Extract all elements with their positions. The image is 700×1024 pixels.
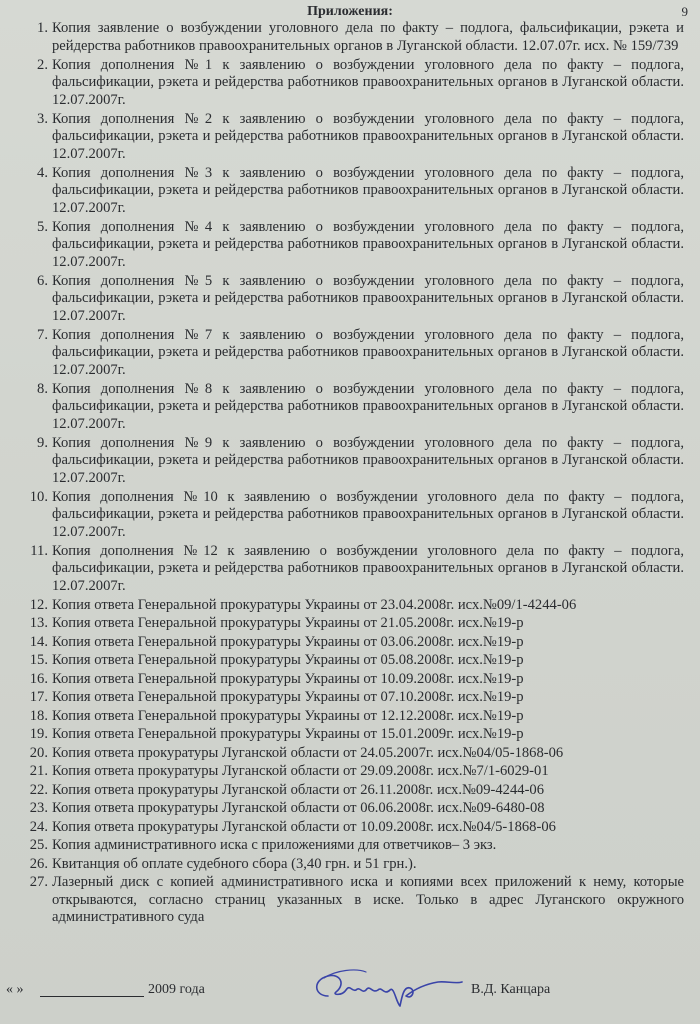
attachment-item <box>24 615 684 633</box>
attachment-item <box>24 489 684 542</box>
attachment-text: Лазерный диск с копией административного иска и копиями всех приложений к нему, которые открываются, согласно страниц указанных в иске. Только в адрес Луганского окружного административного суда <box>52 874 684 925</box>
attachment-number: 16. <box>29 670 48 687</box>
attachment-text: Копия ответа прокуратуры Луганской области от 26.11.2008г. исх.№09-4244-06 <box>52 781 545 798</box>
attachment-item <box>24 689 684 707</box>
attachment-text: Копия административного иска с приложениями для ответчиков– 3 экз. <box>52 837 497 853</box>
signature-block <box>6 978 686 1018</box>
signer-name: В.Д. Канцара <box>471 982 551 997</box>
attachment-text: Копия ответа Генеральной прокуратуры Украины от 07.10.2008г. исх.№19-р <box>52 689 524 705</box>
attachment-number: 1. <box>37 20 48 36</box>
attachment-item <box>24 837 684 855</box>
attachment-number: 11. <box>30 542 48 559</box>
attachment-item <box>24 856 684 874</box>
handwritten-signature <box>306 966 466 1014</box>
attachment-text: Копия ответа прокуратуры Луганской области от 29.09.2008г. исх.№7/1-6029-01 <box>52 763 549 779</box>
attachment-number: 19. <box>29 726 48 742</box>
attachment-item <box>24 634 684 652</box>
attachment-text: Копия дополнения №3 к заявлению о возбуждении уголовного дела по факту – подлога, фальсификации, рэкета и рейдерства работников правоохранительных органов в Луганской области. 12.07.2007г. <box>52 164 684 216</box>
attachments-list <box>24 20 684 928</box>
attachment-number: 7. <box>37 326 48 343</box>
document-title: Приложения: <box>307 4 393 19</box>
attachment-item <box>24 543 684 596</box>
attachment-item <box>24 57 684 110</box>
date-blank-line <box>40 996 144 997</box>
attachment-item <box>24 381 684 434</box>
attachment-item <box>24 745 684 763</box>
attachment-text: Квитанция об оплате судебного сбора (3,40 грн. и 51 грн.). <box>52 855 417 872</box>
attachment-number: 27. <box>29 874 48 890</box>
attachment-number: 6. <box>37 272 48 289</box>
attachment-text: Копия ответа Генеральной прокуратуры Украины от 21.05.2008г. исх.№19-р <box>52 615 524 631</box>
attachment-number: 5. <box>37 218 48 235</box>
attachment-item <box>24 20 684 55</box>
attachment-number: 10. <box>29 488 48 505</box>
attachment-text: Копия дополнения №10 к заявлению о возбуждении уголовного дела по факту – подлога, фальсификации, рэкета и рейдерства работников правоохранительных органов в Луганской области. 12.07.2007г. <box>52 488 684 540</box>
attachment-item <box>24 671 684 689</box>
attachment-item <box>24 708 684 726</box>
attachment-text: Копия дополнения №7 к заявлению о возбуждении уголовного дела по факту – подлога, фальсификации, рэкета и рейдерства работников правоохранительных органов в Луганской области. 12.07.2007г. <box>52 326 684 378</box>
attachment-text: Копия дополнения №2 к заявлению о возбуждении уголовного дела по факту – подлога, фальсификации, рэкета и рейдерства работников правоохранительных органов в Луганской области. 12.07.2007г. <box>52 110 684 162</box>
attachment-number: 12. <box>29 596 48 613</box>
attachment-text: Копия дополнения №4 к заявлению о возбуждении уголовного дела по факту – подлога, фальсификации, рэкета и рейдерства работников правоохранительных органов в Луганской области. 12.07.2007г. <box>52 218 684 270</box>
attachment-text: Копия ответа Генеральной прокуратуры Украины от 23.04.2008г. исх.№09/1-4244-06 <box>52 596 577 613</box>
attachment-item <box>24 763 684 781</box>
attachment-text: Копия дополнения №1 к заявлению о возбуждении уголовного дела по факту – подлога, фальсификации, рэкета и рейдерства работников правоохранительных органов в Луганской области. 12.07.2007г. <box>52 56 684 108</box>
attachment-text: Копия ответа Генеральной прокуратуры Украины от 05.08.2008г. исх.№19-р <box>52 652 524 668</box>
attachment-item <box>24 219 684 272</box>
attachment-item <box>24 819 684 837</box>
attachment-text: Копия заявление о возбуждении уголовного дела по факту – подлога, фальсификации, рэкета и рейдерства работников правоохранительных органов в Луганской области. 12.07.07г. исх. № 159/739 <box>52 20 684 54</box>
attachment-number: 25. <box>29 837 48 853</box>
page-number: 9 <box>681 4 688 19</box>
attachment-number: 24. <box>29 818 48 835</box>
attachment-item <box>24 111 684 164</box>
attachment-item <box>24 874 684 927</box>
date-year: 2009 года <box>148 982 205 997</box>
attachment-number: 8. <box>37 380 48 397</box>
attachment-item <box>24 165 684 218</box>
attachment-item <box>24 597 684 615</box>
attachment-number: 26. <box>29 855 48 872</box>
attachment-number: 3. <box>37 110 48 127</box>
attachment-number: 23. <box>29 800 48 816</box>
attachment-number: 22. <box>29 781 48 798</box>
attachment-number: 4. <box>37 164 48 181</box>
attachment-text: Копия дополнения №9 к заявлению о возбуждении уголовного дела по факту – подлога, фальсификации, рэкета и рейдерства работников правоохранительных органов в Луганской области. 12.07.2007г. <box>52 434 684 486</box>
attachment-text: Копия дополнения №12 к заявлению о возбуждении уголовного дела по факту – подлога, фальсификации, рэкета и рейдерства работников правоохранительных органов в Луганской области. 12.07.2007г. <box>52 542 684 594</box>
attachment-text: Копия ответа Генеральной прокуратуры Украины от 12.12.2008г. исх.№19-р <box>52 707 524 724</box>
date-quote: « » <box>6 982 24 997</box>
attachment-number: 20. <box>29 744 48 761</box>
attachment-text: Копия ответа Генеральной прокуратуры Украины от 03.06.2008г. исх.№19-р <box>52 633 524 650</box>
attachment-item <box>24 782 684 800</box>
attachment-item <box>24 652 684 670</box>
attachment-text: Копия дополнения №8 к заявлению о возбуждении уголовного дела по факту – подлога, фальсификации, рэкета и рейдерства работников правоохранительных органов в Луганской области. 12.07.2007г. <box>52 380 684 432</box>
attachment-number: 9. <box>37 434 48 451</box>
attachment-number: 18. <box>29 707 48 724</box>
attachment-number: 21. <box>29 763 48 779</box>
attachment-number: 17. <box>29 689 48 705</box>
attachment-text: Копия ответа прокуратуры Луганской области от 06.06.2008г. исх.№09-6480-08 <box>52 800 545 816</box>
attachment-number: 2. <box>37 56 48 73</box>
attachment-number: 15. <box>29 652 48 668</box>
attachment-item <box>24 800 684 818</box>
attachment-number: 14. <box>29 633 48 650</box>
attachment-item <box>24 435 684 488</box>
attachment-number: 13. <box>29 615 48 631</box>
attachment-item <box>24 273 684 326</box>
attachment-text: Копия дополнения №5 к заявлению о возбуждении уголовного дела по факту – подлога, фальсификации, рэкета и рейдерства работников правоохранительных органов в Луганской области. 12.07.2007г. <box>52 272 684 324</box>
attachment-text: Копия ответа Генеральной прокуратуры Украины от 10.09.2008г. исх.№19-р <box>52 670 524 687</box>
attachment-text: Копия ответа прокуратуры Луганской области от 10.09.2008г. исх.№04/5-1868-06 <box>52 818 556 835</box>
attachment-item <box>24 327 684 380</box>
attachment-text: Копия ответа Генеральной прокуратуры Украины от 15.01.2009г. исх.№19-р <box>52 726 524 742</box>
attachment-item <box>24 726 684 744</box>
attachment-text: Копия ответа прокуратуры Луганской области от 24.05.2007г. исх.№04/05-1868-06 <box>52 744 564 761</box>
